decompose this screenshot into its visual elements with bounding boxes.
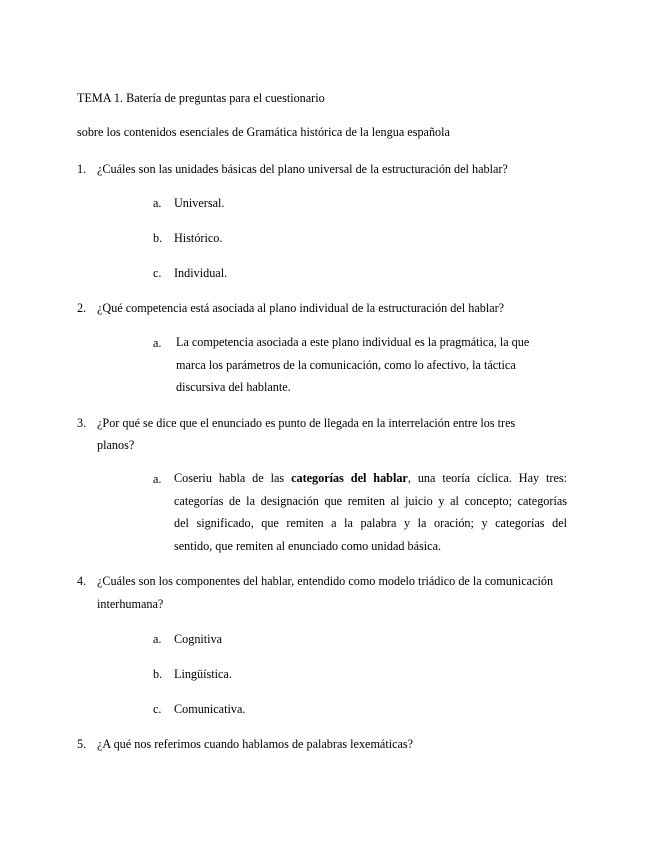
answer-line: marca los parámetros de la comunicación, como lo afectivo, la táctica bbox=[176, 357, 516, 372]
answer-text-post: , una teoría cíclica. Hay tres: bbox=[407, 471, 567, 485]
option-letter: a. bbox=[153, 196, 162, 210]
question-number: 2. bbox=[77, 301, 87, 315]
question-text: ¿Cuáles son las unidades básicas del plano universal de la estructuración del hablar? bbox=[97, 162, 508, 176]
answer-text-bold: categorías del hablar bbox=[291, 471, 408, 485]
option-text: Universal. bbox=[174, 196, 225, 210]
option-text: Cognitiva bbox=[174, 632, 223, 646]
question-number: 4. bbox=[77, 574, 87, 588]
option-letter: b. bbox=[153, 667, 163, 681]
answer-letter: a. bbox=[153, 472, 162, 486]
question-number: 1. bbox=[77, 162, 87, 176]
answer-letter: a. bbox=[153, 336, 162, 350]
document-title: TEMA 1. Batería de preguntas para el cuestionario bbox=[77, 91, 325, 105]
question-text: ¿Qué competencia está asociada al plano individual de la estructuración del hablar? bbox=[97, 301, 505, 315]
option-letter: c. bbox=[153, 702, 162, 716]
option-text: Histórico. bbox=[174, 231, 223, 245]
answer-text bbox=[174, 467, 567, 557]
answer-line bbox=[174, 467, 567, 490]
answer-line: del significado, que remiten a la palabra y la oración; y categorías del bbox=[174, 516, 567, 530]
question-text-continued: interhumana? bbox=[97, 597, 164, 611]
answer-line: La competencia asociada a este plano individual es la pragmática, la que bbox=[176, 335, 530, 349]
question-number: 3. bbox=[77, 416, 87, 430]
answer-line: sentido, que remiten al enunciado como unidad básica. bbox=[174, 538, 442, 553]
option-letter: a. bbox=[153, 632, 162, 646]
question-text: ¿Cuáles son los componentes del hablar, entendido como modelo triádico de la comunicación bbox=[97, 574, 554, 588]
answer-text-pre: Coseriu habla de las bbox=[174, 471, 285, 485]
question-text: ¿A qué nos referimos cuando hablamos de palabras lexemáticas? bbox=[97, 737, 414, 751]
document-subtitle: sobre los contenidos esenciales de Gramática histórica de la lengua española bbox=[77, 125, 450, 139]
option-text: Lingüística. bbox=[174, 667, 232, 681]
option-text: Comunicativa. bbox=[174, 702, 246, 716]
answer-text bbox=[176, 331, 569, 399]
question-text-continued: planos? bbox=[97, 438, 135, 452]
question-number: 5. bbox=[77, 737, 87, 751]
option-text: Individual. bbox=[174, 266, 228, 280]
option-letter: c. bbox=[153, 266, 162, 280]
option-letter: b. bbox=[153, 231, 163, 245]
answer-line: discursiva del hablante. bbox=[176, 380, 291, 394]
question-text: ¿Por qué se dice que el enunciado es punto de llegada en la interrelación entre los tres bbox=[97, 416, 516, 430]
answer-line: categorías de la designación que remiten al juicio y al concepto; categorías bbox=[174, 493, 567, 508]
